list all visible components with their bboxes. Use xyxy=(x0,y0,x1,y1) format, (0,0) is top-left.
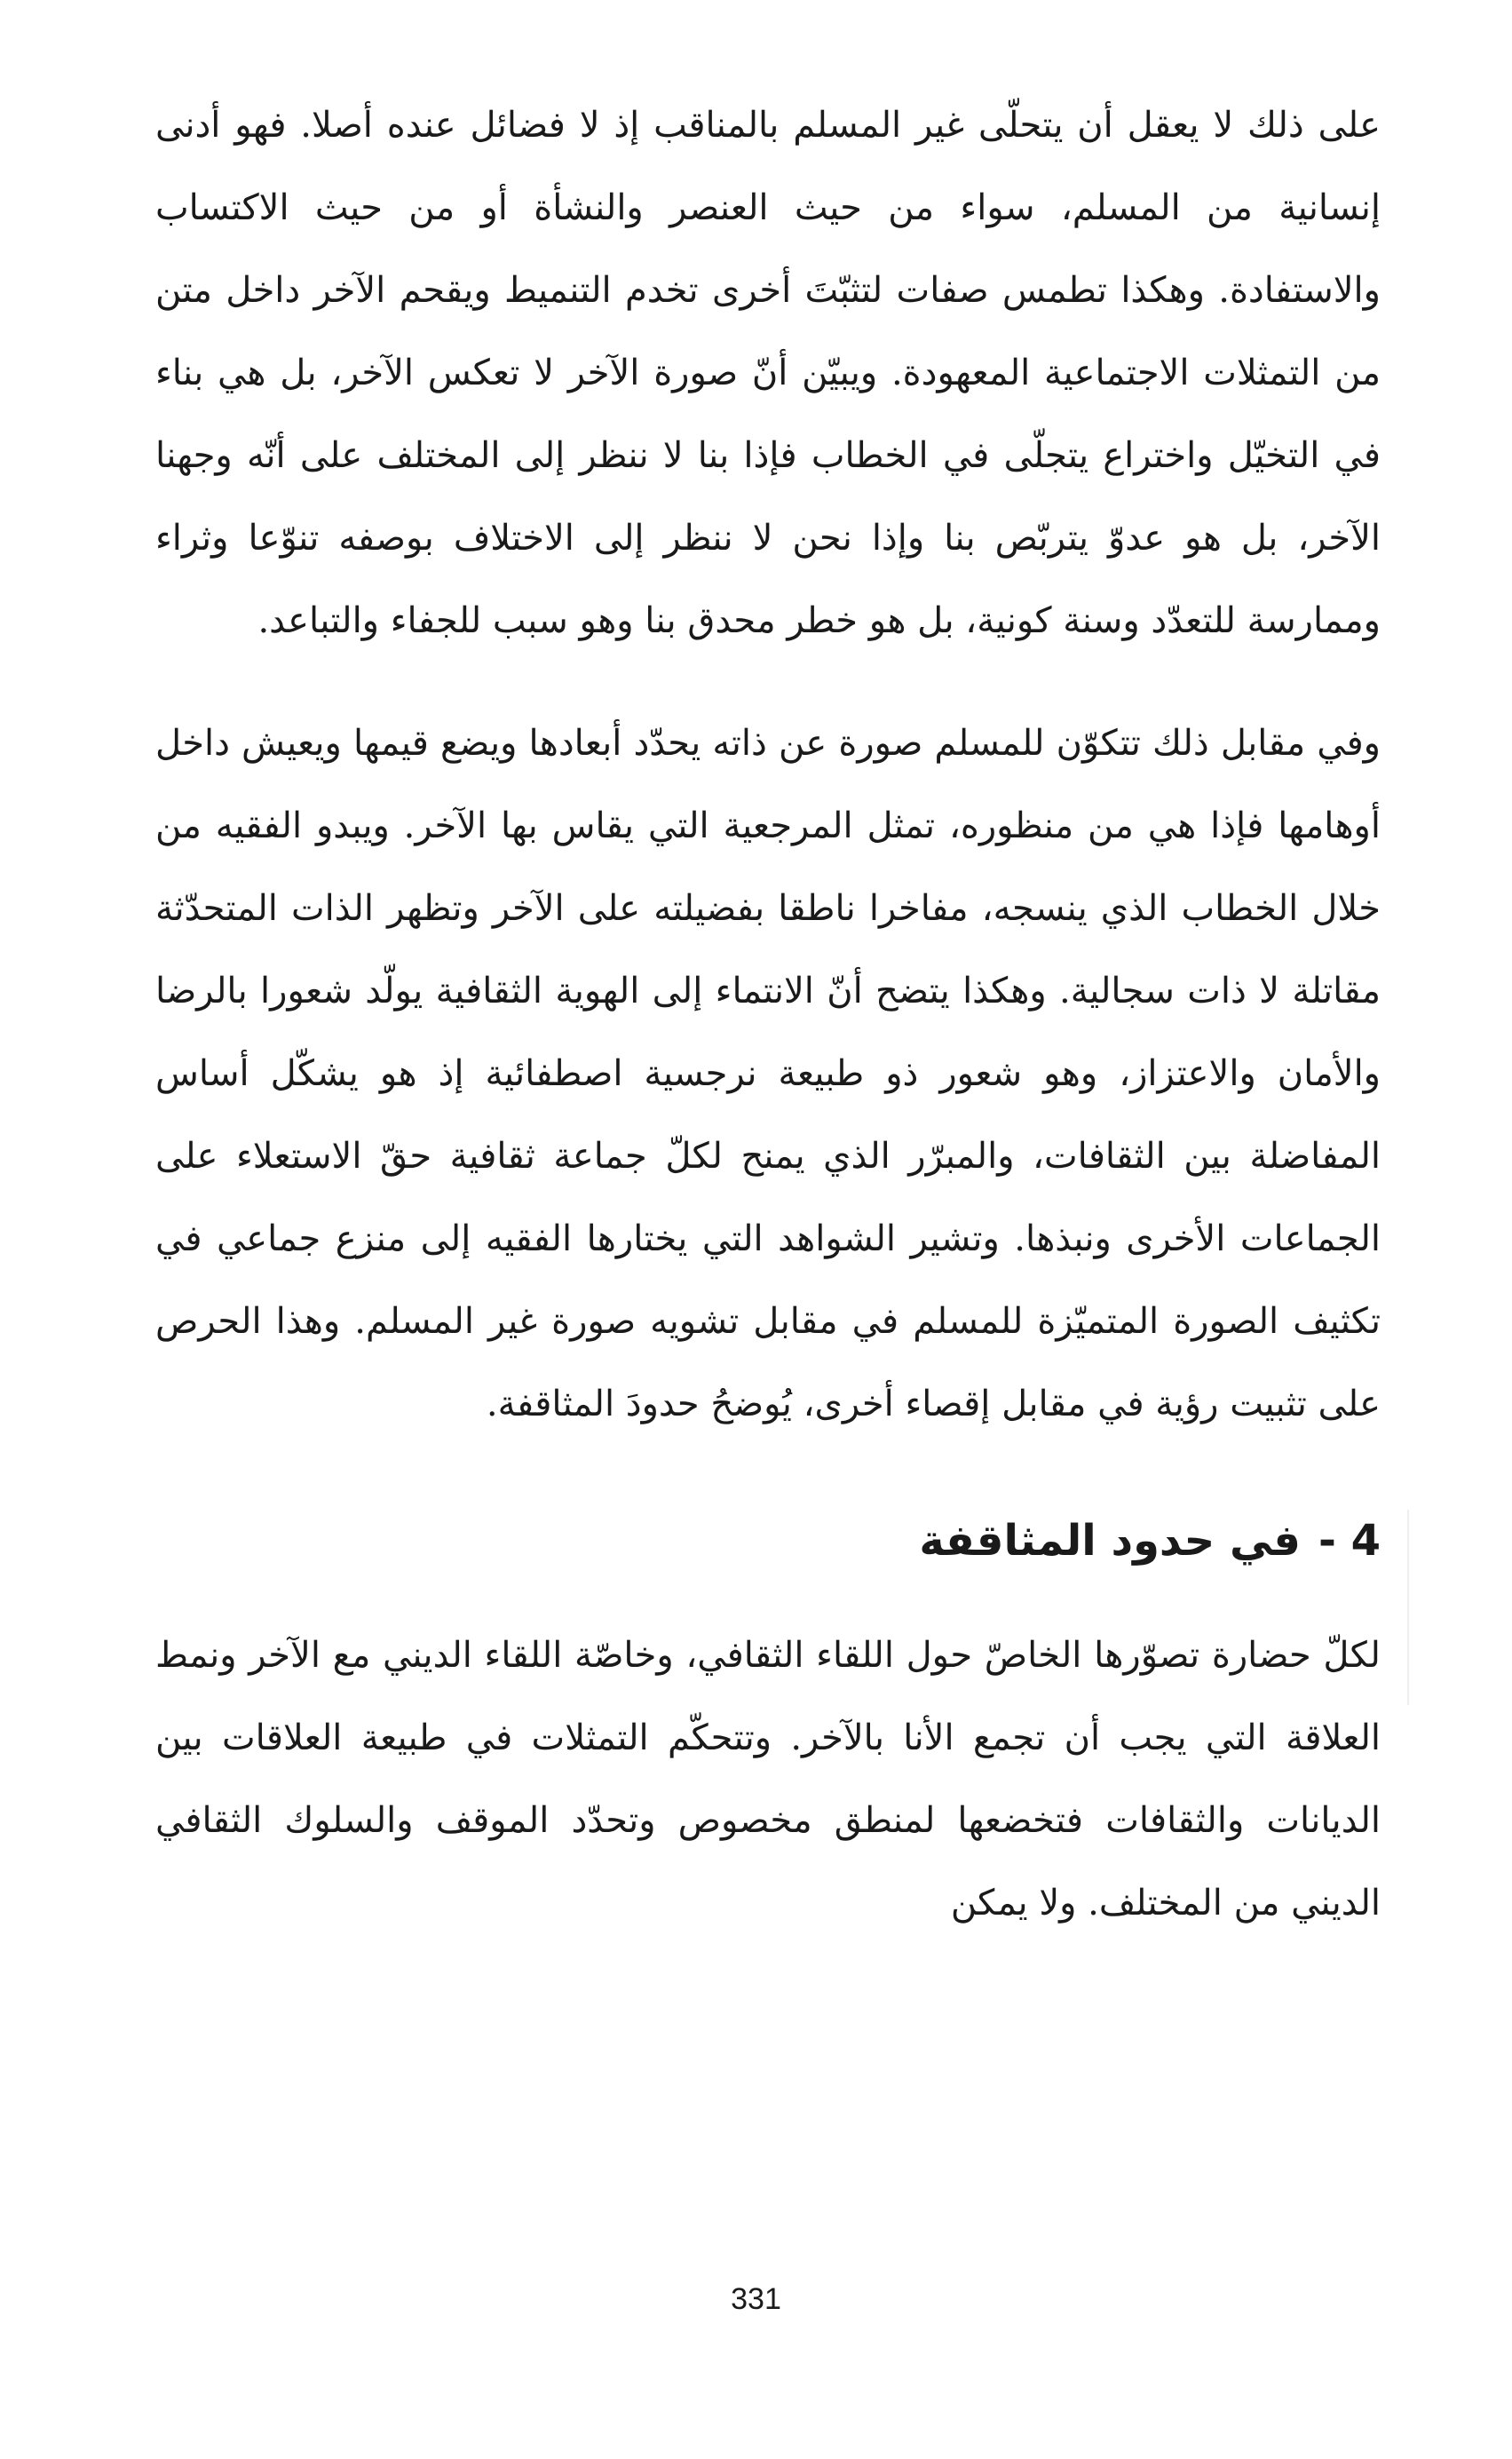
section-title: في حدود المثاقفة xyxy=(919,1516,1301,1566)
paragraph-1: على ذلك لا يعقل أن يتحلّى غير المسلم بالمناقب إذ لا فضائل عنده أصلا. فهو أدنى إنسانية من المسلم، سواء من حيث العنصر والنشأة أو من حيث الاكتساب والاستفادة. وهكذا تطمس صفات لتثبّتَ أخرى تخدم التنميط ويقحم الآخر داخل متن من التمثلات الاجتماعية المعهودة. ويبيّن أنّ صورة الآخر لا تعكس الآخر، بل هي بناء في التخيّل واختراع يتجلّى في الخطاب فإذا بنا لا ننظر إلى المختلف على أنّه وجهنا الآخر، بل هو عدوّ يتربّص بنا وإذا نحن لا ننظر إلى الاختلاف بوصفه تنوّعا وثراء وممارسة للتعدّد وسنة كونية، بل هو خطر محدق بنا وهو سبب للجفاء والتباعد. xyxy=(155,105,1381,641)
paragraph-3: لكلّ حضارة تصوّرها الخاصّ حول اللقاء الثقافي، وخاصّة اللقاء الديني مع الآخر ونمط العلاقة التي يجب أن تجمع الأنا بالآخر. وتتحكّم التمثلات في طبيعة العلاقات بين الديانات والثقافات فتخضعها لمنطق مخصوص وتحدّد الموقف والسلوك الثقافي الديني من المختلف. ولا يمكن xyxy=(155,1635,1381,1924)
section-number: 4 - xyxy=(1318,1516,1381,1566)
paragraph-2: وفي مقابل ذلك تتكوّن للمسلم صورة عن ذاته يحدّد أبعادها ويضع قيمها ويعيش داخل أوهامها فإذا هي من منظوره، تمثل المرجعية التي يقاس بها الآخر. ويبدو الفقيه من خلال الخطاب الذي ينسجه، مفاخرا ناطقا بفضيلته على الآخر وتظهر الذات المتحدّثة مقاتلة لا ذات سجالية. وهكذا يتضح أنّ الانتماء إلى الهوية الثقافية يولّد شعورا بالرضا والأمان والاعتزاز، وهو شعور ذو طبيعة نرجسية اصطفائية إذ هو يشكّل أساس المفاضلة بين الثقافات، والمبرّر الذي يمنح لكلّ جماعة ثقافية حقّ الاستعلاء على الجماعات الأخرى ونبذها. وتشير الشواهد التي يختارها الفقيه إلى منزع جماعي في تكثيف الصورة المتميّزة للمسلم في مقابل تشويه صورة غير المسلم. وهذا الحرص على تثبيت رؤية في مقابل إقصاء أخرى، يُوضحُ حدودَ المثاقفة. xyxy=(155,723,1381,1424)
margin-mark xyxy=(1407,1510,1409,1705)
section-heading xyxy=(155,1501,1381,1581)
page-body xyxy=(155,84,1381,1945)
page-number: 331 xyxy=(731,2282,781,2316)
